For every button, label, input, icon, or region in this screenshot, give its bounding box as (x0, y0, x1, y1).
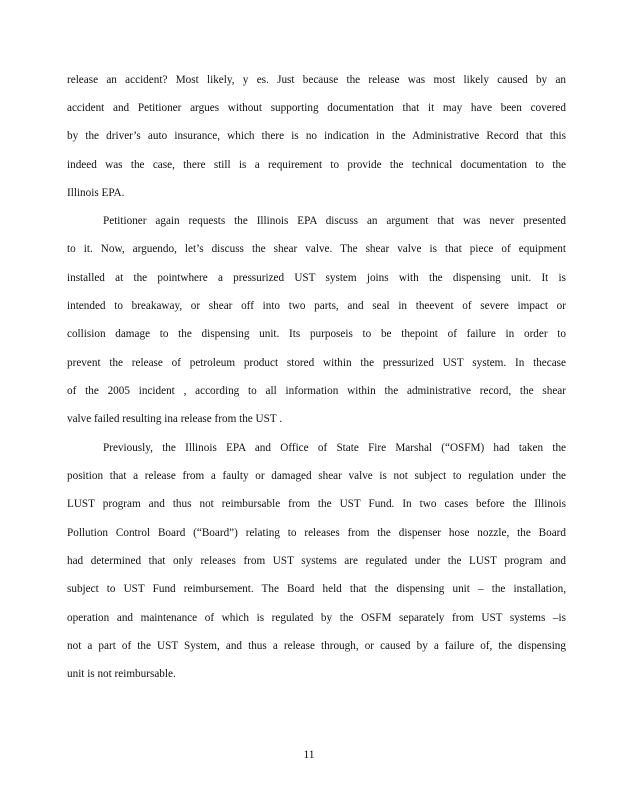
paragraph-1-line-3: by the driver’s auto insurance, which there is no indication in the Administrative Record that this (67, 130, 566, 142)
paragraph-2-line-3: installed at the pointwhere a pressurized UST system joins with the dispensing unit. It is (67, 272, 566, 284)
paragraph-3-line-4: Pollution Control Board (“Board”) relating to releases from the dispenser hose nozzle, the Board (67, 527, 566, 539)
page-number: 11 (303, 749, 315, 761)
paragraph-2-line-7: of the 2005 incident , according to all information within the administrative record, the shear (67, 385, 566, 397)
paragraph-1-line-1: release an accident? Most likely, y es. Just because the release was most likely caused by an (67, 74, 566, 86)
paragraph-3-line-8: not a part of the UST System, and thus a release through, or caused by a failure of, the dispensing (67, 640, 566, 652)
paragraph-2-line-4: intended to breakaway, or shear off into two parts, and seal in theevent of severe impact or (67, 300, 566, 312)
paragraph-1-line-2: accident and Petitioner argues without supporting documentation that it may have been covered (67, 102, 566, 114)
paragraph-2-line-1: Petitioner again requests the Illinois EPA discuss an argument that was never presented (103, 215, 566, 227)
paragraph-3-line-1: Previously, the Illinois EPA and Office of State Fire Marshal (“OSFM) had taken the (103, 442, 566, 454)
paragraph-3-line-7: operation and maintenance of which is regulated by the OSFM separately from UST systems –is (67, 612, 566, 624)
paragraph-3-line-2: position that a release from a faulty or damaged shear valve is not subject to regulation under the (67, 470, 566, 482)
paragraph-2-line-5: collision damage to the dispensing unit. Its purposeis to be thepoint of failure in order to (67, 328, 566, 340)
paragraph-3-line-3: LUST program and thus not reimbursable from the UST Fund. In two cases before the Illinois (67, 498, 566, 510)
paragraph-2-line-8: valve failed resulting ina release from the UST . (67, 413, 283, 425)
paragraph-3-line-9: unit is not reimbursable. (67, 668, 176, 680)
paragraph-1-line-5: Illinois EPA. (67, 187, 125, 199)
paragraph-2-line-6: prevent the release of petroleum product stored within the pressurized UST system. In thecase (67, 357, 566, 369)
paragraph-3-line-5: had determined that only releases from UST systems are regulated under the LUST program and (67, 555, 566, 567)
paragraph-3-line-6: subject to UST Fund reimbursement. The Board held that the dispensing unit – the installation, (67, 583, 566, 595)
paragraph-2-line-2: to it. Now, arguendo, let’s discuss the shear valve. The shear valve is that piece of equipment (67, 243, 566, 255)
paragraph-1-line-4: indeed was the case, there still is a requirement to provide the technical documentation to the (67, 159, 566, 171)
